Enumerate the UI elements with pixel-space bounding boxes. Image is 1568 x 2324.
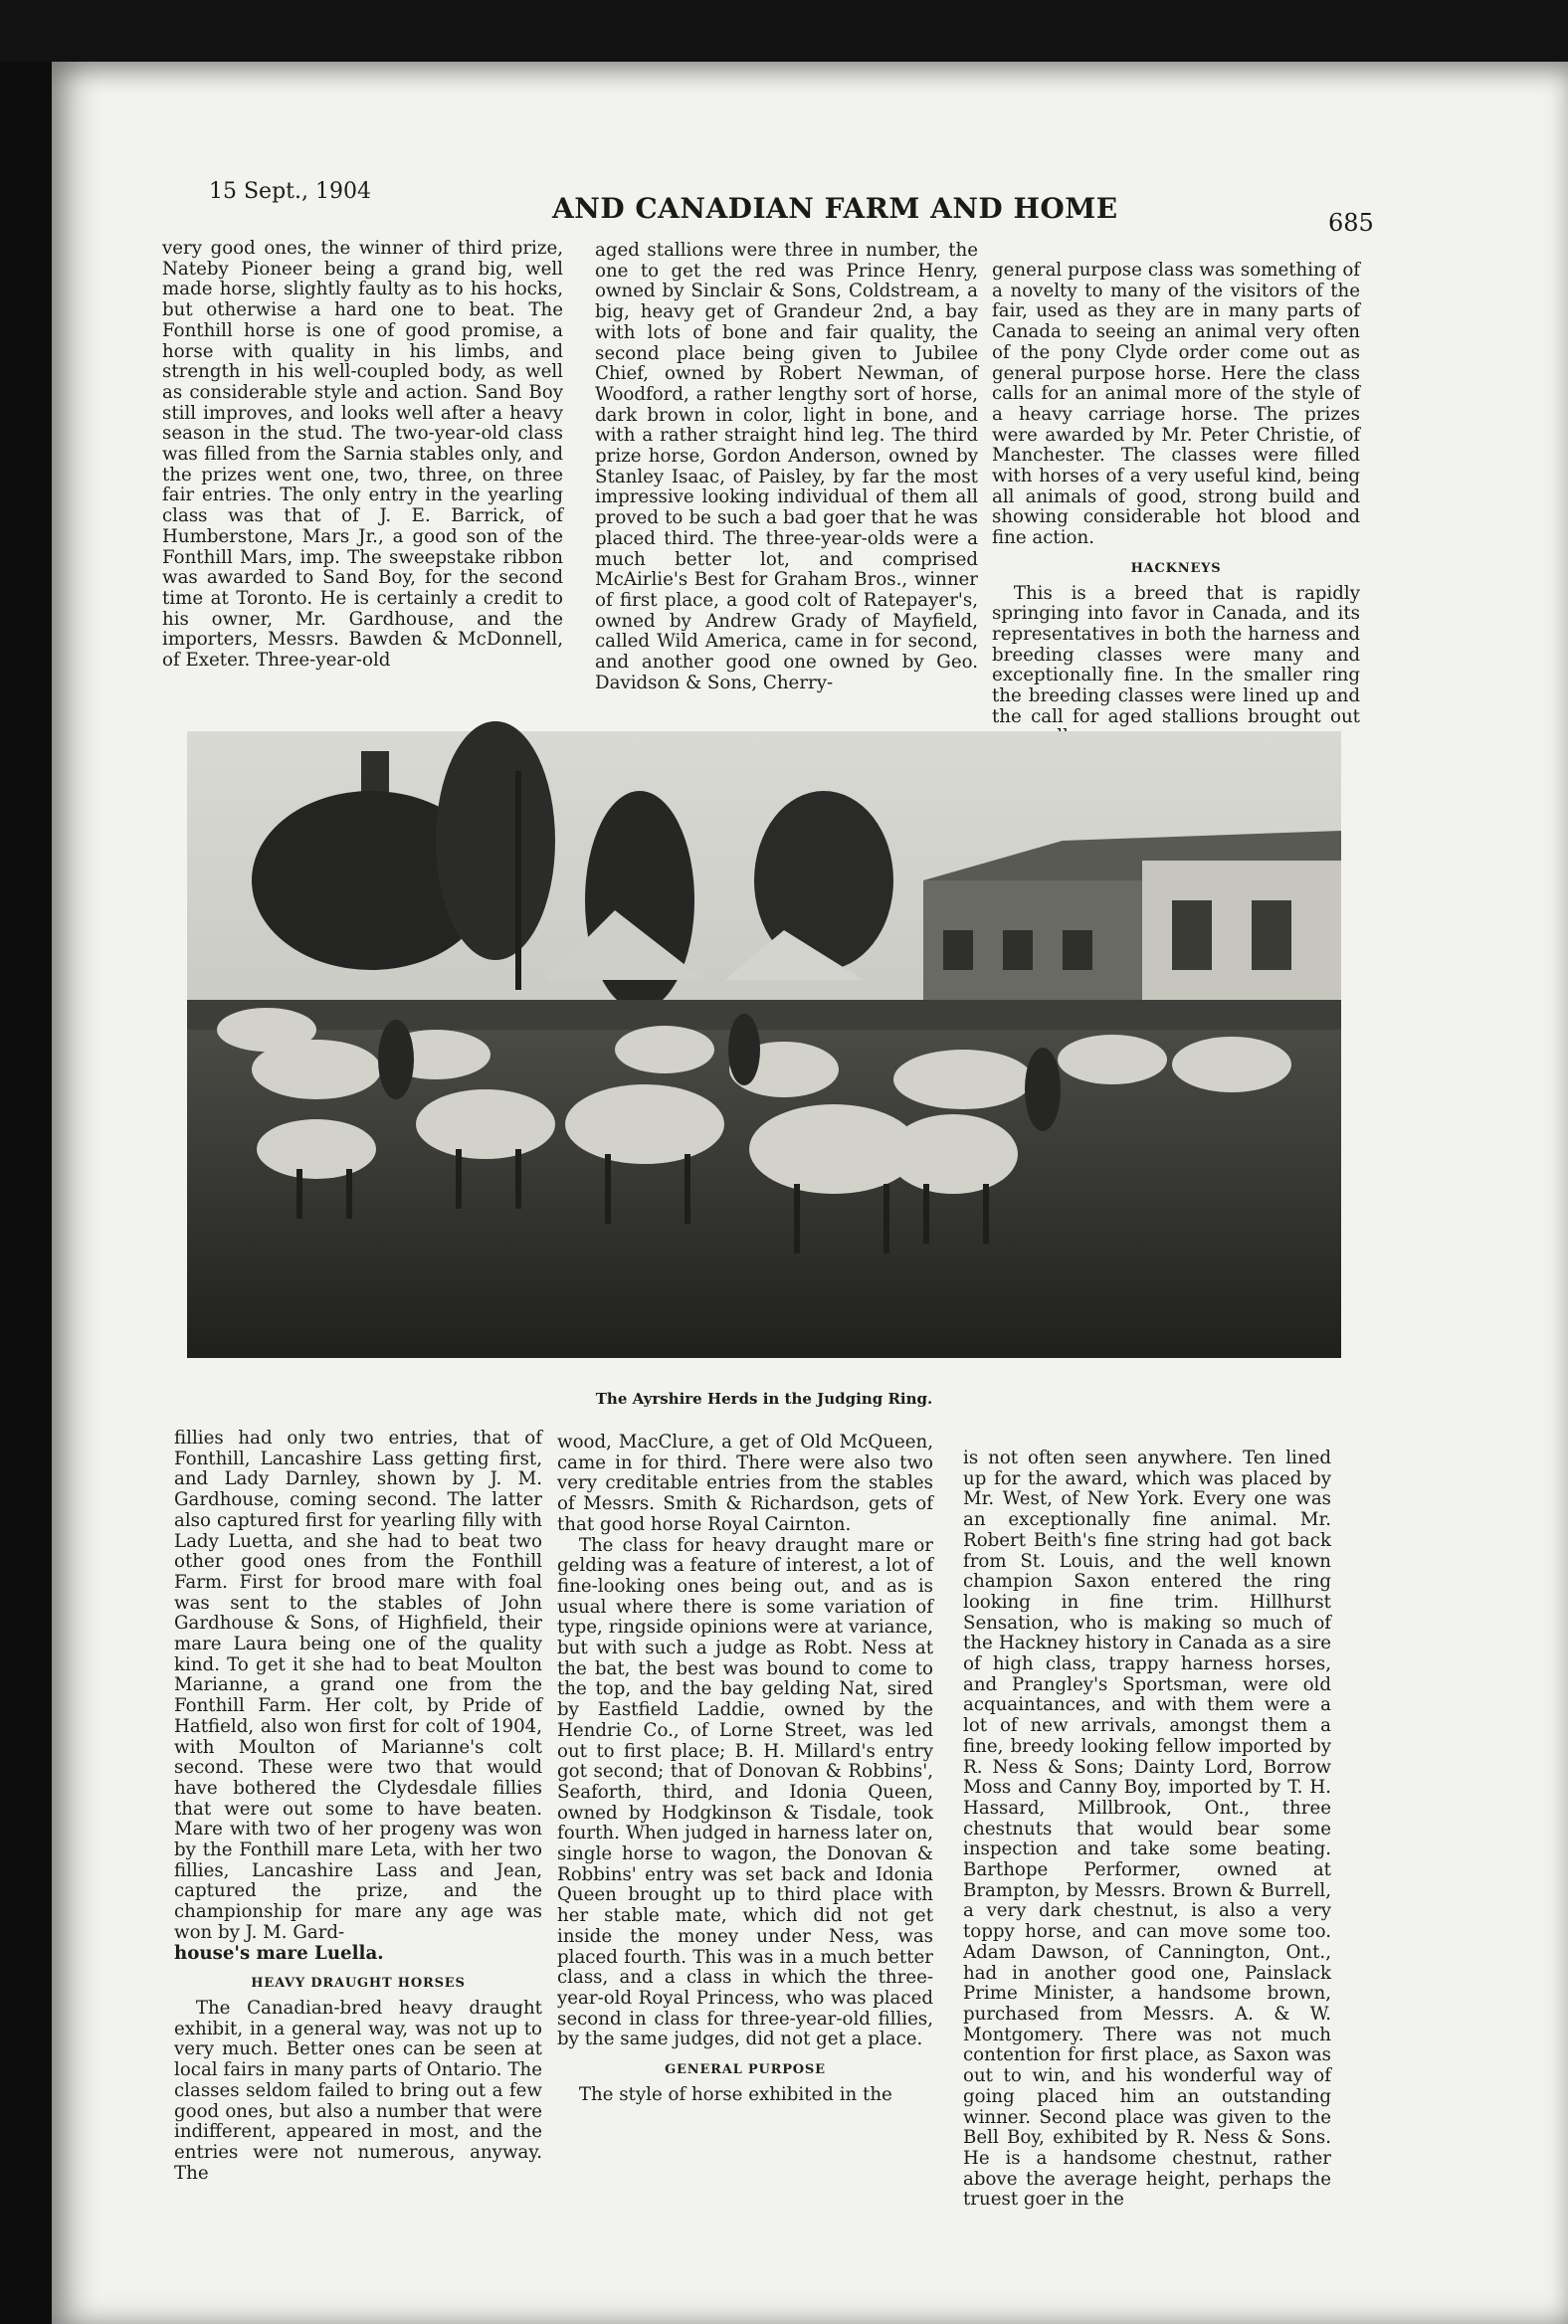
article-text: is not often seen anywhere. Ten lined up for the award, which was placed by Mr. West, of New York. Every one was an exceptionally fine animal. Mr. Robert Beith's fine string had got back from St. Louis, and the well known champion Saxon entered the ring looking in fine trim. Hillhurst Sensation, who is making so much of the Hackney history in Canada as a sire of high class, trappy harness horses, and Prangley's Sportsman, were old acquaintances, and with them were a lot of new arrivals, amongst them a fine, breedy looking fellow imported by R. Ness & Sons; Dainty Lord, Borrow Moss and Canny Boy, imported by T. H. Hassard, Millbrook, Ont., three chestnuts that would bear some inspection and take some beating. Barthope Performer, owned at Brampton, by Messrs. Brown & Burrell, a very dark chestnut, is also a very toppy horse, and can move some too. Adam Dawson, of Cannington, Ont., had in another good one, Painslack Prime Minister, a handsome brown, purchased from Messrs. A. & W. Montgomery. There was not much contention for first place, as Saxon was out to win, and his wonderful way of going placed him an outstanding winner. Second place was given to the Bell Boy, exhibited by R. Ness & Sons. He is a handsome chestnut, rather above the average height, perhaps the truest goer in the [963,1448,1331,2211]
article-text: aged stallions were three in number, the one to get the red was Prince Henry, owned by Sinclair & Sons, Coldstream, a big, heavy get of Grandeur 2nd, a bay with lots of bone and fair quality, the second place being given to Jubilee Chief, owned by Robert Newman, of Woodford, a rather lengthy sort of horse, dark brown in color, light in bone, and with a rather straight hind leg. The third prize horse, Gordon Anderson, owned by Stanley Isaac, of Paisley, by far the most impressive looking individual of them all proved to be such a bad goer that he was placed third. The three-year-olds were a much better lot, and comprised McAirlie's Best for Graham Bros., winner of first place, a good colt of Ratepayer's, owned by Andrew Grady of Mayfield, called Wild America, came in for second, and another good one owned by Geo. Davidson & Sons, Cherry- [595,240,978,693]
page-number: 685 [1328,209,1374,237]
article-text: The style of horse exhibited in the [578,2083,892,2105]
article-text-bold: house's mare Luella. [174,1942,384,1964]
article-text: general purpose class was something of a novelty to many of the visitors of the fair, used as they are in many parts of Canada to seeing an animal very often of the pony Clyde order come out as general purpose horse. Here the class calls for an animal more of the style of a heavy carriage horse. The prizes were awarded by Mr. Peter Christie, of Manchester. The classes were filled with horses of a very useful kind, being all animals of good, strong build and showing considerable hot blood and fine action. [992,260,1360,549]
article-text: wood, MacClure, a get of Old McQueen, came in for third. There were also two very creditable entries from the stables of Messrs. Smith & Richardson, gets of that good horse Royal Cairnton. [557,1432,933,1535]
column-2-bottom [557,1433,933,2278]
column-1-bottom [174,1429,542,2274]
section-heading-heavy-draught: HEAVY DRAUGHT HORSES [251,1976,466,1992]
column-1-top [162,239,563,712]
column-3-top [992,260,1360,727]
section-heading-hackneys: HACKNEYS [1130,560,1222,576]
photo-caption: The Ayrshire Herds in the Judging Ring. [595,1390,933,1408]
column-3-bottom [963,1449,1331,2278]
article-text: The Canadian-bred heavy draught exhibit, in a general way, was not up to very much. Better ones can be seen at local fairs in many parts of Ontario. The classes seldom failed to bring out a few good ones, but also a number that were indifferent, appeared in most, and the entries were not numerous, anyway. The [174,1997,542,2184]
article-text: This is a breed that is rapidly springing into favor in Canada, and its representatives in both the harness and breeding classes were many and exceptionally fine. In the smaller ring the breeding classes were lined up and the call for aged stallions brought out [992,582,1360,727]
section-heading-general-purpose: GENERAL PURPOSE [665,2062,826,2078]
film-edge [0,0,1568,62]
photo-illustration [187,731,1341,1358]
column-2-top [595,241,978,714]
header-date: 15 Sept., 1904 [209,179,371,204]
ayrshire-herd-photo [187,731,1341,1358]
header-title: AND CANADIAN FARM AND HOME [552,192,1118,225]
article-text: very good ones, the winner of third prize, Nateby Pioneer being a grand big, well made horse, slightly faulty as to his hocks, but otherwise a hard one to beat. The Fonthill horse is one of good promise, a horse with quality in his limbs, and strength in his well-coupled body, as well as considerable style and action. Sand Boy still improves, and looks well after a heavy season in the stud. The two-year-old class was filled from the Sarnia stables only, and the prizes went one, two, three, on three fair entries. The only entry in the yearling class was that of J. E. Barrick, of Humberstone, Mars Jr., a good son of the Fonthill Mars, imp. The sweepstake ribbon was awarded to Sand Boy, for the second time at Toronto. He is certainly a credit to his owner, Mr. Gardhouse, and the importers, Messrs. Bawden & McDonnell, of Exeter. Three-year-old [162,238,563,672]
article-text: The class for heavy draught mare or gelding was a feature of interest, a lot of fine-looking ones being out, and as is usual where there is some variation of type, ringside opinions were at variance, but with such a judge as Robt. Ness at the bat, the best was bound to come to the top, and the bay gelding Nat, sired by Eastfield Laddie, owned by the Hendrie Co., of Lorne Street, was led out to first place; B. H. Millard's entry got second; that of Donovan & Robbins', Seaforth, third, and Idonia Queen, owned by Hodgkinson & Tisdale, took fourth. When judged in harness later on, single horse to wagon, the Donovan & Robbins' entry was set back and Idonia Queen brought up to third place with her stable mate, which did not get inside the money under Ness, was placed fourth. This was in a much better class, and a class in which the three-year-old Royal Princess, who was placed second in class for three-year-old fillies, by the same judges, did not get a place. [557,1534,933,2050]
article-text: fillies had only two entries, that of Fonthill, Lancashire Lass getting first, and Lady Darnley, shown by J. M. Gardhouse, coming second. The latter also captured first for yearling filly with Lady Luetta, and she had to beat two other good ones from the Fonthill Farm. First for brood mare with foal was sent to the stables of John Gardhouse & Sons, of Highfield, their mare Laura being one of the quality kind. To get it she had to beat Moulton Marianne, a grand one from the Fonthill Farm. Her colt, by Pride of Hatfield, also won first for colt of 1904, with Moulton of Marianne's colt second. These were two that would have bothered the Clydesdale fillies that were out some to have beaten. Mare with two of her progeny was won by the Fonthill mare Leta, with her two fillies, Lancashire Lass and Jean, captured the prize, and the championship for mare any age was won by J. M. Gard- [174,1428,542,1943]
